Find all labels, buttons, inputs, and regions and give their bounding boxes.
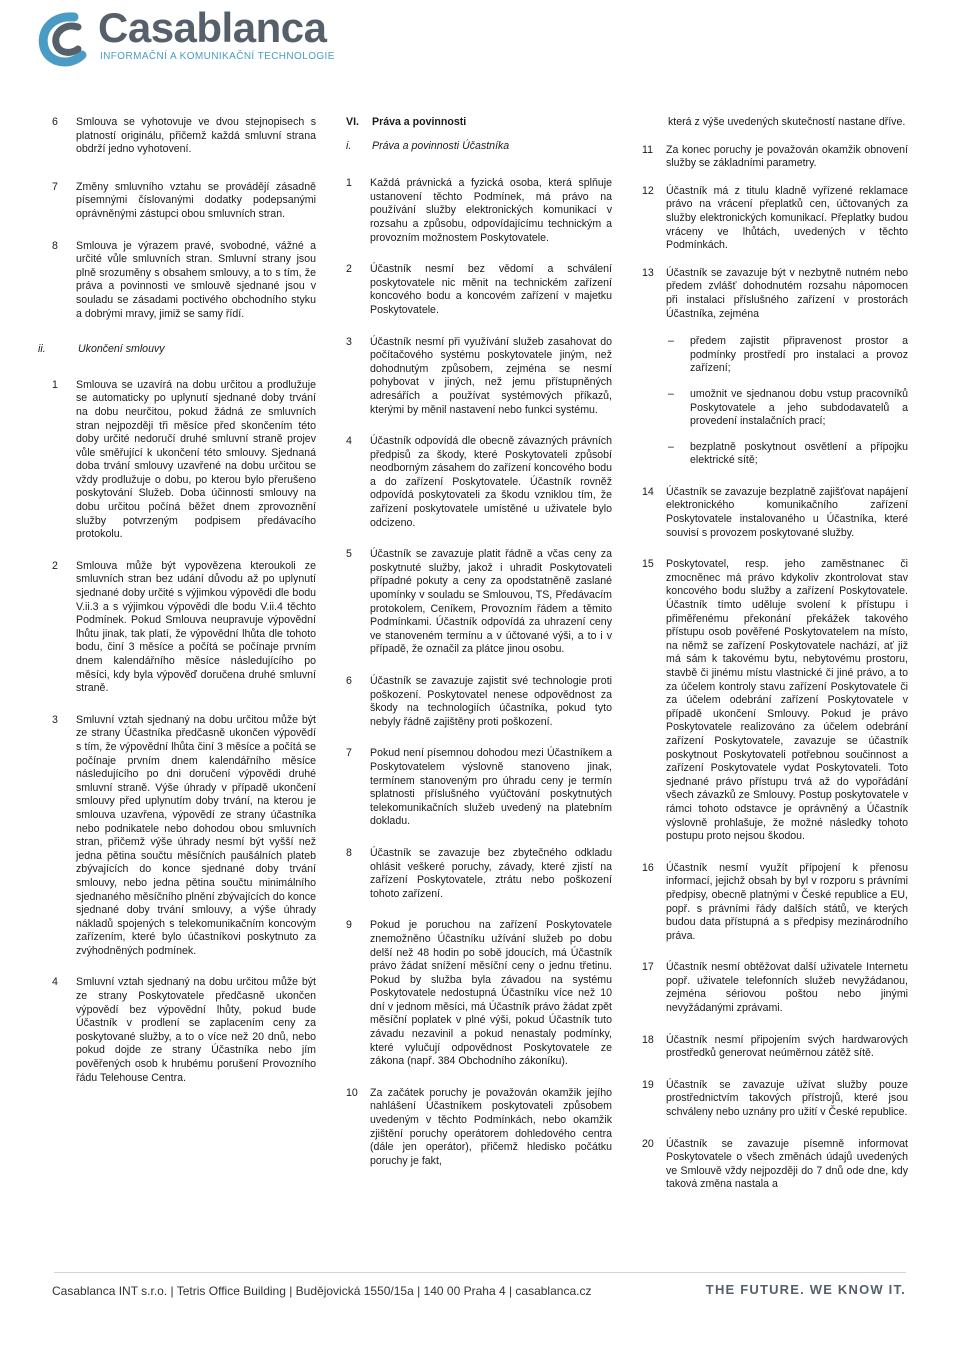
- column-1: [38, 116, 316, 1095]
- clause-number: 8: [346, 846, 352, 859]
- clause-text: Účastník odpovídá dle obecně závazných právních předpisů za škody, které Poskytovateli způsobí neodborným zásahem do zařízení koncového bodu a do zařízení Poskytovatele. Účastník rovněž odpovídá poskytovateli za škodu vzniklou tím, že zařízení poskytovatele umístěné u uživatele bylo odcizeno.: [370, 435, 612, 529]
- clause-2: [346, 263, 612, 317]
- clause-number: 1: [346, 177, 352, 190]
- clause-text: Smlouva je výrazem pravé, svobodné, vážné a určité vůle smluvních stran. Smluvní strany jsou plně srozuměny s obsahem smlouvy, a to s tím, že práva a povinnosti ve smlouvě sjednané jsou v souladu se zásadami poctivého obchodního styku a dobrými mravy, jimiž se samy řídí.: [76, 239, 316, 320]
- clause-number: 1: [52, 378, 58, 391]
- clause-text: Účastník se zavazuje bezplatně zajišťovat napájení elektronického komunikačního zařízení Poskytovatele instalovaného u Účastníka, které souvisí s provozem poskytované služby.: [666, 485, 908, 539]
- column-2: [346, 116, 612, 1178]
- clause-4: [346, 435, 612, 530]
- clause-text: Smluvní vztah sjednaný na dobu určitou může být ze strany Účastníka předčasně ukončen výpovědí s tím, že výpovědní lhůta činí 3 měsíce a počítá se počínaje prvním dnem kalendářního měsíce následujícího po dni doručení výpovědi druhé smluvní straně. Výše úhrady v případě ukončení smlouvy před uplynutím doby trvání, na kterou je smlouva uzavřena, výpovědí ze strany účastníka nebo podnikatele nebo dohodou obou smluvních stran, přičemž výše úhrady nesmí být vyšší než jedna pětina součtu měsíčních paušálních plateb zbývajících do konce sjednané doby trvání smlouvy, nebo jedna pětina součtu minimálního sjednaného měsíčního plnění zbývajících do konce sjednané doby trvání smlouvy, a výše úhrady nákladů spojených s telekomunikačním koncovým zařízením, které bylo účastníkovi poskytnuto za zvýhodněných podmínek.: [76, 713, 316, 957]
- footer: [0, 1272, 960, 1312]
- brand-name: Casablanca: [98, 4, 327, 51]
- footer-divider: [54, 1272, 906, 1273]
- dash-icon: ‒: [668, 440, 674, 453]
- clause-10: [346, 1087, 612, 1169]
- clause-number: 19: [642, 1078, 654, 1091]
- clause-14: [642, 486, 908, 540]
- subsection-title: Práva a povinnosti Účastníka: [372, 139, 510, 152]
- clause-text: Účastník nesmí při využívání služeb zasahovat do počítačového systému poskytovatele jiným, než dohodnutým způsobem, zejména se nesmí pohybovat v jiných, než jemu přístupněných adresářích a používat systémových příkazů, kterými by měnil nastavení nebo funkci systému.: [370, 335, 612, 416]
- chapter-heading: [346, 116, 612, 130]
- clause-text: Poskytovatel, resp. jeho zaměstnanec či zmocněnec má právo kdykoliv zkontrolovat stav koncového bodu služby a zařízení Poskytovatele. Účastník tímto uděluje svolení k přístupu i přiměřenému překonání překážek takového přístupu osob pověřené Poskytovatelem na místo, na němž se zařízení Poskytovatele nachází, ať již má sám k takovému bytu, nebytovému prostoru, stavbě či jinému místu vlastnické či jiné právo, a to za účelem kontroly stavu zařízení Poskytovatele či za účelem odebrání zařízení Poskytovatele v případě ukončení Smlouvy. Pokud je právo Poskytovatele realizováno za účelem odebrání zařízení Poskytovatele, zavazuje se účastník poskytnout Poskytovateli potřebnou součinnost a zařízení Poskytovatele vydat Poskytovateli. Toto sjednané právo přístupu trvá až do vypořádání všech závazků ze Smlouvy. Postup poskytovatele v rámci tohoto odstavce je oprávněný a Účastník výslovně prohlašuje, že možné následky tohoto postupu proto nejsou škodou.: [666, 558, 908, 843]
- clause-text: Účastník se zavazuje být v nezbytně nutném nebo předem zvlášť dohodnutém rozsahu nápomocen při instalaci příslušného zařízení v prostorách Účastníka, zejména: [666, 266, 908, 320]
- clause-number: 11: [642, 143, 653, 156]
- subsection-heading: [346, 140, 612, 154]
- clause-6: [346, 675, 612, 729]
- clause-text: Účastník nesmí obtěžovat další uživatele Internetu popř. uživatele telefonních služeb nevyžádanou, zejména sériovou poštou nebo jinými nevyžádanými zprávami.: [666, 961, 908, 1015]
- clause-number: 15: [642, 558, 654, 571]
- clause-text: Smlouva se vyhotovuje ve dvou stejnopisech s platností originálu, přičemž každá smluvní strana obdrží jedno vyhotovení.: [76, 116, 316, 156]
- clause-ii-1: [52, 379, 316, 542]
- clause-text: Pokud je poruchou na zařízení Poskytovatele znemožněno Účastníku užívání služeb po dobu delší než 48 hodin po sobě jdoucích, má Účastník právo žádat snížení měsíční ceny o jednu třetinu. Pokud by služba byla závadou na systému Poskytovatele nedostupná Účastníku více než 10 dní v jednom měsíci, má Účastník právo žádat zpět měsíční poplatek v plné výši, pokud Účastník tuto závadu nezavinil a pokud nenastaly podmínky, které vylučují odpovědnost Poskytovatele ze zákona (např. 384 Obchodního zákoníku).: [370, 919, 612, 1068]
- clause-number: 8: [52, 239, 58, 252]
- clause-number: 2: [346, 263, 352, 276]
- clause-1: [346, 177, 612, 245]
- clause-7: [346, 747, 612, 829]
- clause-5: [346, 548, 612, 657]
- clause-number: 3: [346, 335, 352, 348]
- column-3: [642, 116, 908, 1202]
- clause-text: Účastník se zavazuje zajistit své technologie proti poškození. Poskytovatel nenese odpovědnost za škody na technologiích účastníka, pokud tyto nebyly řádně zajištěny proti poškození.: [370, 675, 612, 728]
- clause-number: 6: [346, 675, 352, 687]
- section-title: Ukončení smlouvy: [78, 343, 165, 356]
- clause-13: [642, 267, 908, 321]
- clause-number: 13: [642, 266, 654, 279]
- clause-8: [346, 847, 612, 901]
- clause-text: Účastník nesmí využít přípojení k přenosu informací, jejichž obsah by byl v rozporu s právními předpisy, obecně platnými v České republice a EU, popř. s právními řády dalších států, ve kterých budou data přístupná a s předpisy mezinárodního práva.: [666, 861, 908, 942]
- clause-number: 7: [346, 747, 352, 760]
- chapter-title: Práva a povinnosti: [372, 116, 467, 128]
- chapter-number: VI.: [346, 116, 359, 128]
- clause-number: 7: [52, 180, 58, 193]
- clause-text: Účastník se zavazuje písemně informovat Poskytovatele o všech změnách údajů uvedených ve Smlouvě vždy nejpozději do 7 dnů ode dne, kdy taková změna nastala a: [666, 1137, 908, 1191]
- dash-icon: ‒: [668, 387, 674, 400]
- clause-number: 18: [642, 1033, 654, 1046]
- clause-8: [52, 240, 316, 322]
- clause-ii-3: [52, 714, 316, 959]
- clause-15: [642, 558, 908, 843]
- clause-17: [642, 961, 908, 1015]
- clause-text: Účastník se zavazuje užívat služby pouze prostřednictvím takových přístrojů, které jsou schváleny nebo uznány pro užití v České republice.: [666, 1078, 908, 1119]
- bullet-text: bezplatně poskytnout osvětlení a přípojku elektrické sítě;: [690, 440, 908, 467]
- clause-12: [642, 185, 908, 253]
- clause-text: Smluvní vztah sjednaný na dobu určitou může být ze strany Poskytovatele předčasně ukončen výpovědí bez výpovědní lhůty, pokud bude Účastník v prodlení se zaplacením ceny za poskytované služby, a to o více než 20 dnů, nebo pokud dojde ze strany Účastníka nebo jím pověřených osob k hrubému porušení Provozního řádu Telehouse Centra.: [76, 976, 316, 1084]
- clause-number: 2: [52, 559, 58, 572]
- clause-ii-4: [52, 976, 316, 1085]
- clause-19: [642, 1079, 908, 1120]
- bullet-item: [642, 441, 908, 468]
- clause-6: [52, 116, 316, 157]
- clause-text: Každá právnická a fyzická osoba, která splňuje ustanovení těchto Podmínek, má právo na používání služby elektronických komunikací v rozsahu a způsobu, odpovídajícímu technickým a provozním možnostem Poskytovatele.: [370, 177, 612, 244]
- clause-16: [642, 862, 908, 944]
- clause-number: 9: [346, 919, 352, 932]
- clause-text: Změny smluvního vztahu se provádějí zásadně písemnými číslovanými dodatky podepsanými oprávněnými zástupci obou smluvních stran.: [76, 180, 316, 220]
- section-number: ii.: [38, 343, 46, 356]
- clause-number: 16: [642, 861, 654, 874]
- clause-number: 6: [52, 116, 58, 128]
- header: [32, 6, 372, 68]
- subsection-number: i.: [346, 139, 352, 152]
- dash-icon: ‒: [668, 335, 674, 348]
- company-address: Casablanca INT s.r.o. | Tetris Office Building | Budějovická 1550/15a | 140 00 Praha 4 | casablanca.cz: [52, 1284, 592, 1298]
- bullet-item: [642, 388, 908, 429]
- clause-text: Účastník nesmí připojením svých hardwarových prostředků generovat neúměrnou zátěž sítě.: [666, 1033, 908, 1060]
- clause-18: [642, 1034, 908, 1061]
- clause-number: 3: [52, 713, 58, 726]
- clause-number: 4: [346, 435, 352, 448]
- clause-number: 12: [642, 184, 654, 197]
- clause-text: Účastník nesmí bez vědomí a schválení poskytovatele nic měnit na technickém zařízení koncového bodu a koncovém zařízení v majetku Poskytovatele.: [370, 263, 612, 316]
- clause-7: [52, 181, 316, 222]
- clause-number: 14: [642, 485, 654, 498]
- casablanca-swirl-logo-icon: [34, 9, 94, 69]
- clause-3: [346, 336, 612, 418]
- clause-text: Smlouva se uzavírá na dobu určitou a prodlužuje se automaticky po uplynutí sjednané doby trvání na dobu neurčitou, pokud žádná ze smluvních stran nejpozději tři měsíce před skončením této doby určité nedoručí druhé smluvní straně projev vůle směřující k ukončení této smlouvy. Sjednaná doba trvání smlouvy uzavřené na dobu určitou se vždy prodlužuje o dobu, po kterou bylo přerušeno poskytování Služeb. Doba účinnosti smlouvy na dobu určitou počíná běžet dnem zprovoznění služby potvrzeným podpisem předávacího protokolu.: [76, 378, 316, 541]
- continued-text: která z výše uvedených skutečností nastane dříve.: [668, 116, 906, 128]
- bullet-text: umožnit ve sjednanou dobu vstup pracovníků Poskytovatele a jeho subdodavatelů a provedení instalačních prací;: [690, 387, 908, 428]
- footer-slogan: THE FUTURE. WE KNOW IT.: [705, 1282, 906, 1297]
- clause-ii-2: [52, 560, 316, 696]
- clause-text: Účastník se zavazuje bez zbytečného odkladu ohlásit veškeré poruchy, závady, které zjistí na zařízení Poskytovatele, ztrátu nebo poškození tohoto zařízení.: [370, 846, 612, 900]
- brand-tagline: INFORMAČNÍ A KOMUNIKAČNÍ TECHNOLOGIE: [100, 51, 335, 62]
- clause-number: 5: [346, 548, 352, 561]
- clause-number: 4: [52, 976, 58, 989]
- clause-9: [346, 919, 612, 1069]
- clause-11: [642, 144, 908, 171]
- section-heading: [38, 343, 316, 357]
- clause-number: 10: [346, 1086, 358, 1099]
- clause-text: Smlouva může být vypovězena kteroukoli ze smluvních stran bez udání důvodu až po uplynutí sjednané doby určité s výjimkou výpovědi dle bodu V.ii.3 a s výjimkou výpovědi dle bodu V.ii.4 těchto Podmínek. Pokud Smlouva neupravuje výpovědní lhůtu jinak, tak platí, že výpovědní lhůta dle tohoto bodu, činí 3 měsíce a počítá se počínaje prvním dnem kalendářního měsíce následujícího po měsíci, kdy byla výpověď doručena druhé smluvní straně.: [76, 559, 316, 695]
- clause-text: Pokud není písemnou dohodou mezi Účastníkem a Poskytovatelem výslovně stanoveno jinak, termínem stanoveným pro úhradu ceny je termín splatnosti příslušného vyúčtování poskytnutých telekomunikačních služeb uvedený na platebním dokladu.: [370, 747, 612, 828]
- clause-number: 20: [642, 1137, 654, 1150]
- bullet-text: předem zajistit připravenost prostor a podmínky prostředí pro instalaci a provoz zařízení;: [690, 335, 908, 375]
- clause-number: 17: [642, 961, 654, 974]
- bullet-item: [642, 335, 908, 376]
- clause-text: Za konec poruchy je považován okamžik obnovení služby se základními parametry.: [666, 143, 908, 170]
- clause-20: [642, 1138, 908, 1192]
- clause-text: Za začátek poruchy je považován okamžik jejího nahlášení Účastníkem poskytovateli způsobem uvedeným v těchto Podmínkách, nebo okamžik zjištění poruchy operátorem dohledového centra (dále jen operátor), přičemž hledisko počátku poruchy je fakt,: [370, 1086, 612, 1167]
- clause-text: Účastník se zavazuje platit řádně a včas ceny za poskytnuté služby, jakož i uhradit Poskytovateli případné pokuty a ceny za opodstatněně zaslané upomínky v souladu se Smlouvou, TS, Předávacím protokolem, Ceníkem, Provozním řádem a těmito Podmínkami. Účastník odpovídá za uhrazení ceny ve stanoveném termínu a v účtované výši, a to i v případě, že označil za plátce jinou osobu.: [370, 548, 612, 656]
- clause-text: Účastník má z titulu kladně vyřízené reklamace právo na vrácení přeplatků cen, účtovaných za služby elektronických komunikací. Přeplatky budou vráceny ve lhůtách, uvedených v těchto Podmínkách.: [666, 184, 908, 252]
